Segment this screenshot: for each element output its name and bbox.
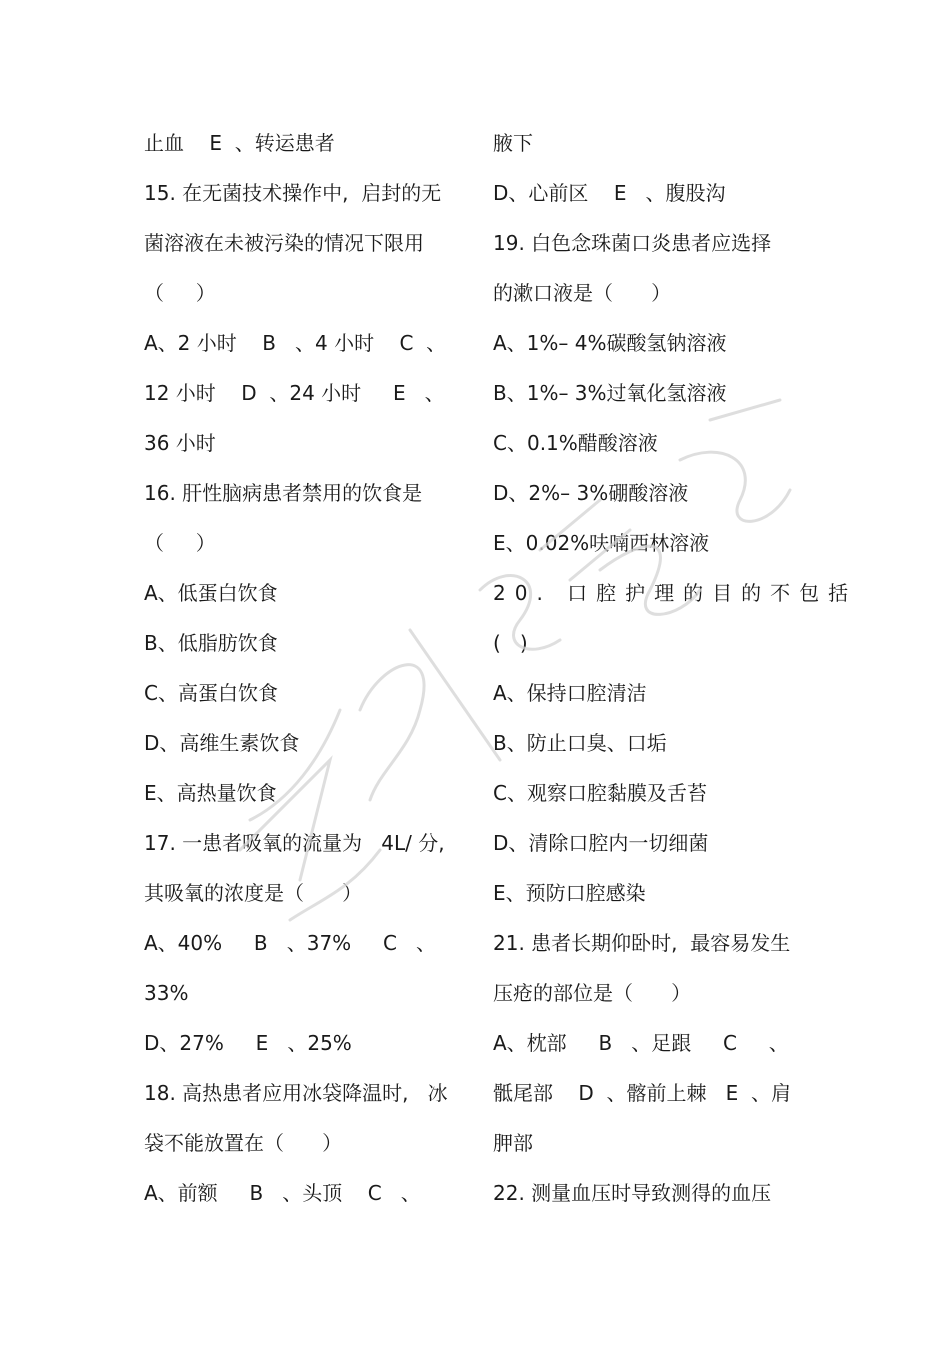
question-18-stem: 18. 高热患者应用冰袋降温时, 冰	[144, 1081, 448, 1105]
text-line: 其吸氧的浓度是（ ）	[144, 881, 363, 905]
option-b: B、低脂肪饮食	[144, 631, 278, 655]
option-line: D、27% E 、25%	[144, 1031, 352, 1055]
question-20-stem: 20. 口腔护理的目的不包括	[493, 581, 858, 605]
text-line: 袋不能放置在（ ）	[144, 1131, 343, 1155]
option-d: D、2%– 3%硼酸溶液	[493, 481, 689, 505]
option-b: B、1%– 3%过氧化氢溶液	[493, 381, 727, 405]
option-e: E、0.02%呋喃西林溶液	[493, 531, 710, 555]
option-line: D、心前区 E 、腹股沟	[493, 181, 726, 205]
option-line: 36 小时	[144, 431, 216, 455]
text-line: 菌溶液在未被污染的情况下限用	[144, 231, 424, 255]
question-19-stem: 19. 白色念珠菌口炎患者应选择	[493, 231, 772, 255]
option-e: E、高热量饮食	[144, 781, 277, 805]
question-17-stem: 17. 一患者吸氧的流量为 4L/ 分,	[144, 831, 445, 855]
option-line: 33%	[144, 981, 189, 1005]
option-c: C、高蛋白饮食	[144, 681, 278, 705]
question-16-stem: 16. 肝性脑病患者禁用的饮食是	[144, 481, 423, 505]
question-15-stem: 15. 在无菌技术操作中, 启封的无	[144, 181, 442, 205]
option-d: D、清除口腔内一切细菌	[493, 831, 709, 855]
right-column	[493, 118, 858, 1218]
option-line: A、前额 B 、头顶 C 、	[144, 1181, 421, 1205]
option-a: A、低蛋白饮食	[144, 581, 278, 605]
answer-blank: （ ）	[144, 281, 216, 305]
option-line: 胛部	[493, 1131, 533, 1155]
option-line: A、枕部 B 、足跟 C 、	[493, 1031, 789, 1055]
answer-blank: （ ）	[144, 531, 216, 555]
option-line: A、40% B 、37% C 、	[144, 931, 436, 955]
text-line: 压疮的部位是（ ）	[493, 981, 692, 1005]
option-a: A、1%– 4%碳酸氢钠溶液	[493, 331, 727, 355]
question-21-stem: 21. 患者长期仰卧时, 最容易发生	[493, 931, 791, 955]
option-d: D、高维生素饮食	[144, 731, 300, 755]
option-e: E、预防口腔感染	[493, 881, 646, 905]
text-line: 腋下	[493, 131, 533, 155]
text-line: 的漱口液是（ ）	[493, 281, 672, 305]
option-line: 12 小时 D 、24 小时 E 、	[144, 381, 445, 405]
option-c: C、观察口腔黏膜及舌苔	[493, 781, 707, 805]
text-line: 止血 E 、转运患者	[144, 131, 335, 155]
option-b: B、防止口臭、口垢	[493, 731, 667, 755]
question-22-stem: 22. 测量血压时导致测得的血压	[493, 1181, 772, 1205]
option-line: A、2 小时 B 、4 小时 C 、	[144, 331, 447, 355]
answer-blank: ( )	[493, 631, 528, 655]
option-line: 骶尾部 D 、髂前上棘 E 、肩	[493, 1081, 791, 1105]
option-c: C、0.1%醋酸溶液	[493, 431, 658, 455]
option-a: A、保持口腔清洁	[493, 681, 647, 705]
left-column	[144, 118, 466, 1218]
